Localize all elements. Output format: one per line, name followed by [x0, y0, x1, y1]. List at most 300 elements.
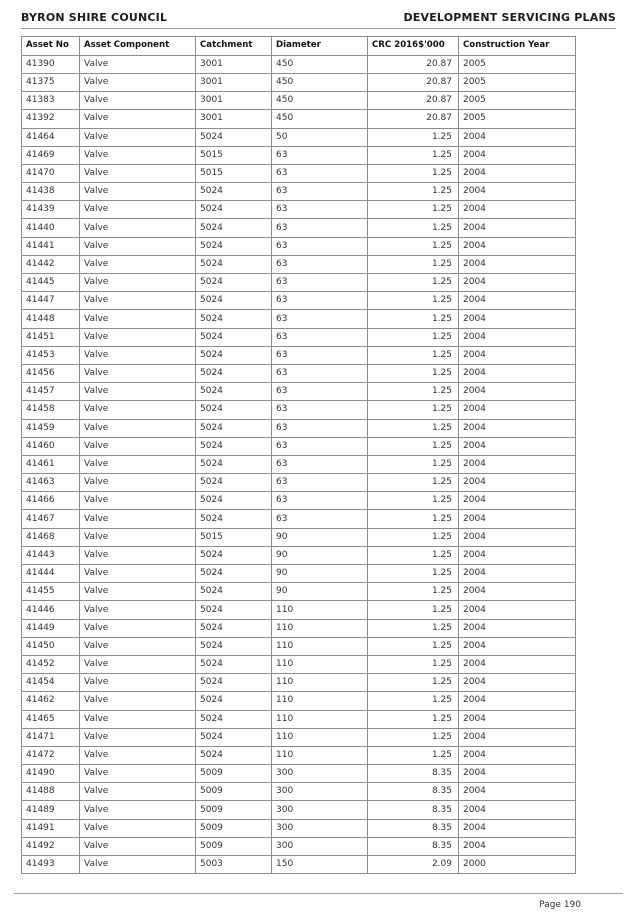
construction-year-cell: 2004	[459, 837, 576, 855]
catchment-cell: 5009	[196, 837, 272, 855]
asset-table	[21, 36, 576, 874]
asset-no-cell: 41383	[22, 92, 80, 110]
table-row	[22, 728, 576, 746]
col-header-construction-year: Construction Year	[459, 37, 576, 56]
asset-component-cell: Valve	[80, 328, 196, 346]
asset-component-cell: Valve	[80, 546, 196, 564]
construction-year-cell: 2004	[459, 364, 576, 382]
catchment-cell: 5024	[196, 310, 272, 328]
construction-year-cell: 2004	[459, 565, 576, 583]
table-row	[22, 801, 576, 819]
catchment-cell: 5024	[196, 292, 272, 310]
diameter-cell: 63	[272, 474, 368, 492]
table-row	[22, 164, 576, 182]
asset-no-cell: 41445	[22, 274, 80, 292]
table-row	[22, 310, 576, 328]
asset-component-cell: Valve	[80, 128, 196, 146]
table-body	[22, 55, 576, 873]
diameter-cell: 63	[272, 510, 368, 528]
asset-no-cell: 41466	[22, 492, 80, 510]
construction-year-cell: 2004	[459, 637, 576, 655]
asset-component-cell: Valve	[80, 183, 196, 201]
crc-cell: 1.25	[368, 401, 459, 419]
asset-component-cell: Valve	[80, 674, 196, 692]
construction-year-cell: 2004	[459, 546, 576, 564]
asset-no-cell: 41451	[22, 328, 80, 346]
catchment-cell: 5024	[196, 565, 272, 583]
diameter-cell: 300	[272, 783, 368, 801]
crc-cell: 1.25	[368, 583, 459, 601]
catchment-cell: 5024	[196, 201, 272, 219]
table-row	[22, 765, 576, 783]
asset-no-cell: 41456	[22, 364, 80, 382]
construction-year-cell: 2004	[459, 474, 576, 492]
construction-year-cell: 2005	[459, 73, 576, 91]
construction-year-cell: 2004	[459, 783, 576, 801]
table-header-row	[22, 37, 576, 56]
construction-year-cell: 2004	[459, 419, 576, 437]
asset-no-cell: 41375	[22, 73, 80, 91]
asset-component-cell: Valve	[80, 565, 196, 583]
table-row	[22, 655, 576, 673]
asset-component-cell: Valve	[80, 419, 196, 437]
table-row	[22, 128, 576, 146]
asset-no-cell: 41462	[22, 692, 80, 710]
diameter-cell: 300	[272, 819, 368, 837]
diameter-cell: 63	[272, 237, 368, 255]
table-row	[22, 455, 576, 473]
table-row	[22, 692, 576, 710]
asset-no-cell: 41460	[22, 437, 80, 455]
crc-cell: 1.25	[368, 601, 459, 619]
asset-component-cell: Valve	[80, 856, 196, 874]
crc-cell: 8.35	[368, 819, 459, 837]
crc-cell: 1.25	[368, 346, 459, 364]
crc-cell: 1.25	[368, 655, 459, 673]
catchment-cell: 5015	[196, 164, 272, 182]
catchment-cell: 5009	[196, 765, 272, 783]
asset-component-cell: Valve	[80, 401, 196, 419]
crc-cell: 1.25	[368, 419, 459, 437]
table-row	[22, 437, 576, 455]
diameter-cell: 63	[272, 146, 368, 164]
crc-cell: 1.25	[368, 492, 459, 510]
crc-cell: 1.25	[368, 310, 459, 328]
diameter-cell: 63	[272, 364, 368, 382]
construction-year-cell: 2004	[459, 274, 576, 292]
col-header-asset-component: Asset Component	[80, 37, 196, 56]
col-header-catchment: Catchment	[196, 37, 272, 56]
asset-no-cell: 41490	[22, 765, 80, 783]
catchment-cell: 5024	[196, 274, 272, 292]
asset-no-cell: 41441	[22, 237, 80, 255]
asset-component-cell: Valve	[80, 146, 196, 164]
col-header-crc: CRC 2016$'000	[368, 37, 459, 56]
table-row	[22, 528, 576, 546]
crc-cell: 1.25	[368, 364, 459, 382]
asset-component-cell: Valve	[80, 274, 196, 292]
asset-component-cell: Valve	[80, 765, 196, 783]
crc-cell: 1.25	[368, 674, 459, 692]
diameter-cell: 90	[272, 565, 368, 583]
construction-year-cell: 2004	[459, 328, 576, 346]
asset-component-cell: Valve	[80, 164, 196, 182]
construction-year-cell: 2004	[459, 710, 576, 728]
construction-year-cell: 2004	[459, 455, 576, 473]
crc-cell: 20.87	[368, 110, 459, 128]
asset-no-cell: 41439	[22, 201, 80, 219]
diameter-cell: 63	[272, 455, 368, 473]
diameter-cell: 63	[272, 255, 368, 273]
asset-table-container	[21, 36, 575, 874]
table-row	[22, 55, 576, 73]
table-row	[22, 383, 576, 401]
table-row	[22, 492, 576, 510]
asset-component-cell: Valve	[80, 728, 196, 746]
construction-year-cell: 2004	[459, 164, 576, 182]
asset-component-cell: Valve	[80, 783, 196, 801]
diameter-cell: 110	[272, 619, 368, 637]
council-name: BYRON SHIRE COUNCIL	[21, 10, 168, 24]
asset-no-cell: 41450	[22, 637, 80, 655]
construction-year-cell: 2004	[459, 292, 576, 310]
catchment-cell: 5003	[196, 856, 272, 874]
asset-component-cell: Valve	[80, 364, 196, 382]
crc-cell: 1.25	[368, 237, 459, 255]
construction-year-cell: 2004	[459, 746, 576, 764]
table-row	[22, 419, 576, 437]
table-row	[22, 255, 576, 273]
catchment-cell: 5024	[196, 583, 272, 601]
catchment-cell: 5015	[196, 146, 272, 164]
col-header-diameter: Diameter	[272, 37, 368, 56]
table-row	[22, 565, 576, 583]
catchment-cell: 5015	[196, 528, 272, 546]
construction-year-cell: 2004	[459, 819, 576, 837]
construction-year-cell: 2004	[459, 528, 576, 546]
diameter-cell: 63	[272, 383, 368, 401]
construction-year-cell: 2004	[459, 601, 576, 619]
catchment-cell: 5009	[196, 801, 272, 819]
asset-no-cell: 41452	[22, 655, 80, 673]
asset-component-cell: Valve	[80, 583, 196, 601]
construction-year-cell: 2005	[459, 55, 576, 73]
asset-no-cell: 41459	[22, 419, 80, 437]
diameter-cell: 90	[272, 583, 368, 601]
catchment-cell: 3001	[196, 92, 272, 110]
construction-year-cell: 2004	[459, 237, 576, 255]
crc-cell: 8.35	[368, 783, 459, 801]
asset-component-cell: Valve	[80, 455, 196, 473]
asset-no-cell: 41457	[22, 383, 80, 401]
asset-component-cell: Valve	[80, 710, 196, 728]
table-row	[22, 601, 576, 619]
diameter-cell: 300	[272, 801, 368, 819]
crc-cell: 1.25	[368, 510, 459, 528]
table-row	[22, 92, 576, 110]
table-row	[22, 328, 576, 346]
table-row	[22, 346, 576, 364]
diameter-cell: 50	[272, 128, 368, 146]
col-header-asset-no: Asset No	[22, 37, 80, 56]
catchment-cell: 5024	[196, 183, 272, 201]
diameter-cell: 450	[272, 110, 368, 128]
table-row	[22, 619, 576, 637]
crc-cell: 1.25	[368, 746, 459, 764]
asset-no-cell: 41443	[22, 546, 80, 564]
catchment-cell: 5024	[196, 674, 272, 692]
catchment-cell: 5024	[196, 492, 272, 510]
crc-cell: 1.25	[368, 146, 459, 164]
table-row	[22, 201, 576, 219]
asset-no-cell: 41472	[22, 746, 80, 764]
asset-no-cell: 41461	[22, 455, 80, 473]
asset-component-cell: Valve	[80, 255, 196, 273]
asset-component-cell: Valve	[80, 55, 196, 73]
diameter-cell: 110	[272, 601, 368, 619]
catchment-cell: 5024	[196, 546, 272, 564]
table-row	[22, 837, 576, 855]
asset-no-cell: 41438	[22, 183, 80, 201]
catchment-cell: 5024	[196, 346, 272, 364]
asset-no-cell: 41491	[22, 819, 80, 837]
crc-cell: 20.87	[368, 92, 459, 110]
construction-year-cell: 2004	[459, 801, 576, 819]
catchment-cell: 5024	[196, 619, 272, 637]
diameter-cell: 63	[272, 183, 368, 201]
catchment-cell: 5024	[196, 383, 272, 401]
asset-component-cell: Valve	[80, 474, 196, 492]
asset-no-cell: 41446	[22, 601, 80, 619]
construction-year-cell: 2004	[459, 492, 576, 510]
asset-no-cell: 41455	[22, 583, 80, 601]
catchment-cell: 5024	[196, 237, 272, 255]
catchment-cell: 5024	[196, 474, 272, 492]
table-row	[22, 364, 576, 382]
diameter-cell: 63	[272, 274, 368, 292]
catchment-cell: 5024	[196, 510, 272, 528]
catchment-cell: 5024	[196, 746, 272, 764]
crc-cell: 1.25	[368, 455, 459, 473]
diameter-cell: 63	[272, 310, 368, 328]
diameter-cell: 450	[272, 73, 368, 91]
asset-component-cell: Valve	[80, 201, 196, 219]
table-row	[22, 219, 576, 237]
asset-no-cell: 41468	[22, 528, 80, 546]
asset-no-cell: 41488	[22, 783, 80, 801]
catchment-cell: 5024	[196, 728, 272, 746]
asset-component-cell: Valve	[80, 837, 196, 855]
construction-year-cell: 2004	[459, 383, 576, 401]
diameter-cell: 110	[272, 692, 368, 710]
crc-cell: 1.25	[368, 219, 459, 237]
asset-no-cell: 41442	[22, 255, 80, 273]
asset-no-cell: 41444	[22, 565, 80, 583]
asset-no-cell: 41470	[22, 164, 80, 182]
catchment-cell: 5024	[196, 219, 272, 237]
asset-component-cell: Valve	[80, 655, 196, 673]
construction-year-cell: 2004	[459, 146, 576, 164]
crc-cell: 1.25	[368, 528, 459, 546]
diameter-cell: 63	[272, 201, 368, 219]
asset-component-cell: Valve	[80, 237, 196, 255]
crc-cell: 1.25	[368, 474, 459, 492]
asset-component-cell: Valve	[80, 73, 196, 91]
table-row	[22, 401, 576, 419]
diameter-cell: 63	[272, 292, 368, 310]
crc-cell: 20.87	[368, 55, 459, 73]
crc-cell: 1.25	[368, 292, 459, 310]
crc-cell: 1.25	[368, 201, 459, 219]
catchment-cell: 5024	[196, 655, 272, 673]
table-row	[22, 110, 576, 128]
asset-no-cell: 41463	[22, 474, 80, 492]
asset-component-cell: Valve	[80, 292, 196, 310]
diameter-cell: 63	[272, 401, 368, 419]
catchment-cell: 5009	[196, 783, 272, 801]
asset-no-cell: 41458	[22, 401, 80, 419]
construction-year-cell: 2004	[459, 128, 576, 146]
catchment-cell: 5024	[196, 710, 272, 728]
table-row	[22, 474, 576, 492]
diameter-cell: 110	[272, 637, 368, 655]
table-row	[22, 583, 576, 601]
catchment-cell: 5024	[196, 401, 272, 419]
construction-year-cell: 2004	[459, 346, 576, 364]
table-row	[22, 292, 576, 310]
construction-year-cell: 2004	[459, 437, 576, 455]
crc-cell: 1.25	[368, 710, 459, 728]
diameter-cell: 63	[272, 346, 368, 364]
asset-no-cell: 41492	[22, 837, 80, 855]
asset-no-cell: 41471	[22, 728, 80, 746]
construction-year-cell: 2004	[459, 619, 576, 637]
crc-cell: 8.35	[368, 801, 459, 819]
asset-no-cell: 41390	[22, 55, 80, 73]
table-row	[22, 637, 576, 655]
asset-component-cell: Valve	[80, 746, 196, 764]
asset-component-cell: Valve	[80, 310, 196, 328]
construction-year-cell: 2005	[459, 92, 576, 110]
asset-component-cell: Valve	[80, 346, 196, 364]
asset-component-cell: Valve	[80, 492, 196, 510]
crc-cell: 1.25	[368, 183, 459, 201]
asset-component-cell: Valve	[80, 637, 196, 655]
asset-no-cell: 41464	[22, 128, 80, 146]
catchment-cell: 3001	[196, 55, 272, 73]
crc-cell: 8.35	[368, 765, 459, 783]
diameter-cell: 110	[272, 746, 368, 764]
crc-cell: 1.25	[368, 255, 459, 273]
diameter-cell: 110	[272, 728, 368, 746]
construction-year-cell: 2004	[459, 583, 576, 601]
catchment-cell: 5024	[196, 419, 272, 437]
table-row	[22, 183, 576, 201]
asset-component-cell: Valve	[80, 510, 196, 528]
table-row	[22, 674, 576, 692]
construction-year-cell: 2000	[459, 856, 576, 874]
asset-component-cell: Valve	[80, 110, 196, 128]
diameter-cell: 63	[272, 419, 368, 437]
crc-cell: 1.25	[368, 692, 459, 710]
asset-component-cell: Valve	[80, 437, 196, 455]
table-row	[22, 146, 576, 164]
asset-component-cell: Valve	[80, 383, 196, 401]
construction-year-cell: 2004	[459, 201, 576, 219]
construction-year-cell: 2004	[459, 219, 576, 237]
table-row	[22, 510, 576, 528]
diameter-cell: 63	[272, 328, 368, 346]
table-row	[22, 73, 576, 91]
asset-no-cell: 41453	[22, 346, 80, 364]
construction-year-cell: 2004	[459, 255, 576, 273]
footer-divider	[14, 893, 623, 894]
header-divider	[21, 28, 616, 29]
diameter-cell: 150	[272, 856, 368, 874]
asset-component-cell: Valve	[80, 528, 196, 546]
table-row	[22, 274, 576, 292]
crc-cell: 1.25	[368, 619, 459, 637]
catchment-cell: 5024	[196, 364, 272, 382]
crc-cell: 1.25	[368, 164, 459, 182]
asset-no-cell: 41493	[22, 856, 80, 874]
asset-no-cell: 41448	[22, 310, 80, 328]
diameter-cell: 450	[272, 92, 368, 110]
diameter-cell: 110	[272, 655, 368, 673]
diameter-cell: 110	[272, 674, 368, 692]
crc-cell: 8.35	[368, 837, 459, 855]
crc-cell: 1.25	[368, 274, 459, 292]
asset-no-cell: 41440	[22, 219, 80, 237]
table-row	[22, 819, 576, 837]
asset-component-cell: Valve	[80, 619, 196, 637]
asset-component-cell: Valve	[80, 801, 196, 819]
construction-year-cell: 2005	[459, 110, 576, 128]
catchment-cell: 5024	[196, 328, 272, 346]
asset-no-cell: 41392	[22, 110, 80, 128]
asset-no-cell: 41465	[22, 710, 80, 728]
asset-component-cell: Valve	[80, 92, 196, 110]
catchment-cell: 3001	[196, 110, 272, 128]
catchment-cell: 3001	[196, 73, 272, 91]
diameter-cell: 110	[272, 710, 368, 728]
crc-cell: 1.25	[368, 728, 459, 746]
construction-year-cell: 2004	[459, 183, 576, 201]
catchment-cell: 5024	[196, 692, 272, 710]
table-row	[22, 746, 576, 764]
crc-cell: 1.25	[368, 565, 459, 583]
diameter-cell: 300	[272, 837, 368, 855]
diameter-cell: 63	[272, 492, 368, 510]
asset-component-cell: Valve	[80, 219, 196, 237]
diameter-cell: 300	[272, 765, 368, 783]
construction-year-cell: 2004	[459, 655, 576, 673]
catchment-cell: 5024	[196, 601, 272, 619]
crc-cell: 1.25	[368, 437, 459, 455]
asset-component-cell: Valve	[80, 692, 196, 710]
catchment-cell: 5024	[196, 255, 272, 273]
asset-no-cell: 41469	[22, 146, 80, 164]
asset-no-cell: 41447	[22, 292, 80, 310]
crc-cell: 1.25	[368, 328, 459, 346]
diameter-cell: 63	[272, 219, 368, 237]
diameter-cell: 90	[272, 528, 368, 546]
table-row	[22, 783, 576, 801]
table-row	[22, 856, 576, 874]
crc-cell: 1.25	[368, 546, 459, 564]
diameter-cell: 63	[272, 164, 368, 182]
construction-year-cell: 2004	[459, 401, 576, 419]
